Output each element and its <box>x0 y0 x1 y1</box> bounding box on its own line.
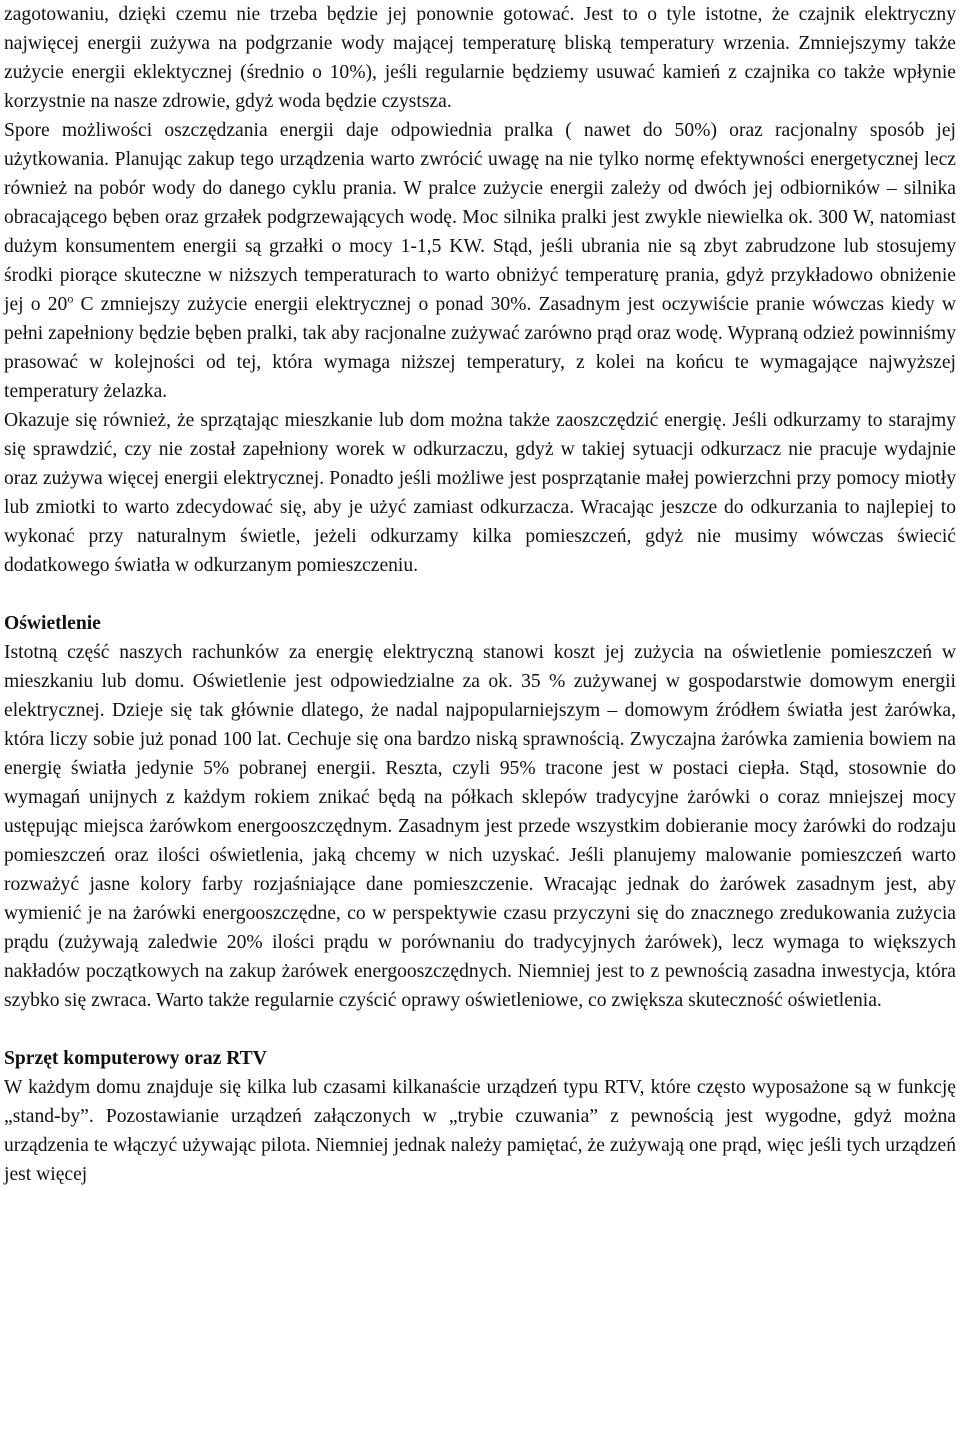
paragraph-cleaning: Okazuje się również, że sprzątając mieszkanie lub dom można także zaoszczędzić energię. Jeśli odkurzamy to starajmy się sprawdzić, czy nie został zapełniony worek w odkurzaczu, gdyż w takiej sytuacji odkurzacz nie pracuje wydajnie oraz zużywa więcej energii elektrycznej. Ponadto jeśli możliwe jest posprzątanie małej powierzchni przy pomocy miotły lub zmiotki to warto zdecydować się, aby je użyć zamiast odkurzacza. Wracając jeszcze do odkurzania to najlepiej to wykonać przy naturalnym świetle, jeżeli odkurzamy kilka pomieszczeń, gdyż nie musimy wówczas świecić dodatkowego światła w odkurzanym pomieszczeniu. <box>4 410 956 576</box>
section-spacer <box>4 580 956 609</box>
paragraph-washing-machine-text-2: C zmniejszy zużycie energii elektrycznej o ponad 30%. Zasadnym jest oczywiście pranie wówczas kiedy w pełni zapełniony będzie bęben pralki, tak aby racjonalne zużywać zarówno prąd oraz wodę. Wypraną odzież powinniśmy prasować w kolejności od tej, która wymaga niższej temperatury, z kolei na końcu te wymagające najwyższej temperatury żelazka. <box>4 294 956 402</box>
paragraph-washing-machine <box>4 116 956 406</box>
paragraph-washing-machine-text-1: Spore możliwości oszczędzania energii daje odpowiednia pralka ( nawet do 50%) oraz racjonalny sposób jej użytkowania. Planując zakup tego urządzenia warto zwrócić uwagę na nie tylko normę efektywności energetycznej lecz również na pobór wody do danego cyklu prania. W pralce zużycie energii zależy od dwóch jej odbiorników – silnika obracającego bęben oraz grzałek podgrzewających wodę. Moc silnika pralki jest zwykle niewielka ok. 300 W, natomiast dużym konsumentem energii są grzałki o mocy 1-1,5 KW. Stąd, jeśli ubrania nie są zbyt zabrudzone lub stosujemy środki piorące skuteczne w niższych temperaturach to warto obniżyć temperaturę prania, gdyż przykładowo obniżenie jej o 20 <box>4 120 956 315</box>
section-spacer <box>4 1015 956 1044</box>
paragraph-computers: W każdym domu znajduje się kilka lub czasami kilkanaście urządzeń typu RTV, które często wyposażone są w funkcję „stand-by”. Pozostawianie urządzeń załączonych w „trybie czuwania” z pewnością jest wygodne, gdyż można urządzenia te włączyć używając pilota. Niemniej jednak należy pamiętać, że zużywają one prąd, więc jeśli tych urządzeń jest więcej <box>4 1077 956 1185</box>
paragraph-lighting: Istotną część naszych rachunków za energię elektryczną stanowi koszt jej zużycia na oświetlenie pomieszczeń w mieszkaniu lub domu. Oświetlenie jest odpowiedzialne za ok. 35 % zużywanej w gospodarstwie domowym energii elektrycznej. Dzieje się tak głównie dlatego, że nadal najpopularniejszym – domowym źródłem światła jest żarówka, która liczy sobie już ponad 100 lat. Cechuje się ona bardzo niską sprawnością. Zwyczajna żarówka zamienia bowiem na energię światła jedynie 5% pobranej energii. Reszta, czyli 95% tracone jest w postaci ciepła. Stąd, stosownie do wymagań unijnych z każdym rokiem znikać będą na półkach sklepów tradycyjne żarówki o coraz mniejszej mocy ustępując miejsca żarówkom energooszczędnym. Zasadnym jest przede wszystkim dobieranie mocy żarówki do rodzaju pomieszczeń oraz ilości oświetlenia, jaką chcemy w nich uzyskać. Jeśli planujemy malowanie pomieszczeń warto rozważyć jasne kolory farby rozjaśniające dane pomieszczenie. Wracając jednak do żarówek zasadnym jest, aby wymienić je na żarówki energooszczędne, co w perspektywie czasu przyczyni się do znacznego zredukowania zużycia prądu (zużywają zaledwie 20% ilości prądu w porównaniu do tradycyjnych żarówek), lecz wymaga to większych nakładów początkowych na zakup żarówek energooszczędnych. Niemniej jest to z pewnością zasadna inwestycja, która szybko się zwraca. Warto także regularnie czyścić oprawy oświetleniowe, co zwiększa skuteczność oświetlenia. <box>4 642 956 1011</box>
section-heading-lighting: Oświetlenie <box>4 613 101 634</box>
document-page <box>4 0 956 1189</box>
paragraph-kettle: zagotowaniu, dzięki czemu nie trzeba będzie jej ponownie gotować. Jest to o tyle istotne, że czajnik elektryczny najwięcej energii zużywa na podgrzanie wody mającej temperaturę bliską temperatury wrzenia. Zmniejszymy także zużycie energii eklektycznej (średnio o 10%), jeśli regularnie będziemy usuwać kamień z czajnika co także wpłynie korzystnie na nasze zdrowie, gdyż woda będzie czystsza. <box>4 4 956 112</box>
section-heading-computers: Sprzęt komputerowy oraz RTV <box>4 1048 267 1069</box>
degree-superscript: o <box>67 291 74 306</box>
